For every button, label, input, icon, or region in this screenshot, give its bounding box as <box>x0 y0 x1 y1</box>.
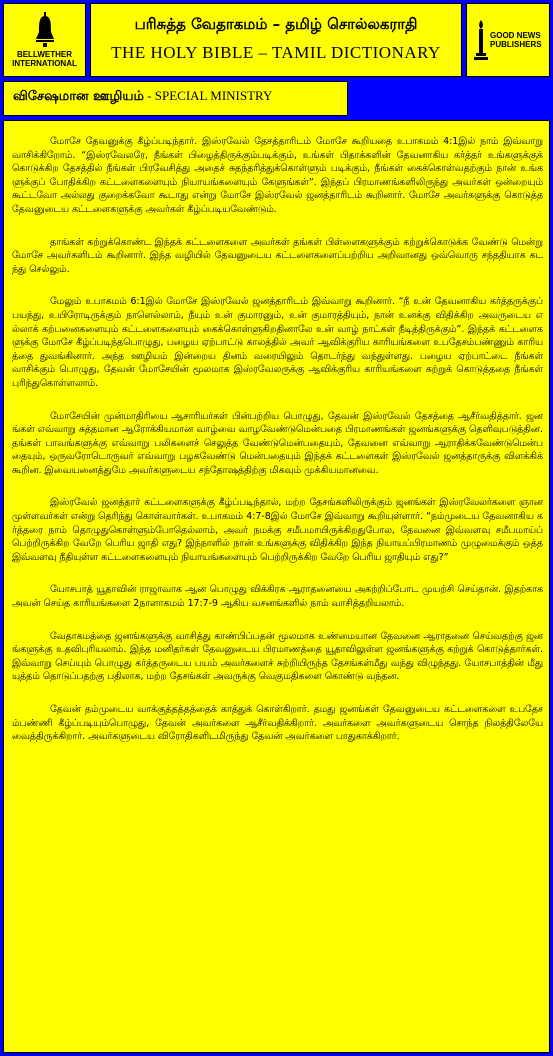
section-title-english: SPECIAL MINISTRY <box>154 88 273 103</box>
paragraph-5: இஸ்ரவேல் ஜனத்தார் கட்டளைகளுக்கு கீழ்ப்படிந்தால், மற்ற தேசங்களிலிருக்கும் ஜனங்கள் இஸ்ரவேலர்களை ஞானமுள்ளவர்கள் என்று தெரிந்து கொள்வார்கள். உபாகமம் 4:7-8இல் மோசே இவ்வாறு கூறியுள்ளார். “நம்முடைய தேவனாகிய கர்த்தரை நாம் தொழுதுகொள்ளும்போதெல்லாம், அவர் நமக்கு சமீபமாயிருக்கிறதுபோல, தேவனை இவ்வளவு சமீபமாய்ப் பெற்றிருக்கிற வேறே பெரிய ஜாதி எது? இந்நாளில் நான் உங்களுக்கு விதிக்கிற இந்த நியாயப்பிரமாணம் முழுமைக்கும் ஒத்த இவ்வளவு நீதியுள்ள கட்டளைகளையும் நியாயங்களையும் பெற்றிருக்கிற வேறே பெரிய ஜாதியும் எது?” <box>12 497 543 563</box>
section-heading <box>3 81 348 116</box>
page-title-box <box>90 3 462 77</box>
page-title-tamil: பரிசுத்த வேதாகமம் – தமிழ் சொல்லகராதி <box>134 15 418 33</box>
paragraph-8: தேவன் தம்முடைய வாக்குத்தத்தத்தைக் காத்துக் கொள்கிறார். தமது ஜனங்கள் தேவனுடைய கட்டளைகளை உபதேசம்பண்ணி கீழ்ப்படியும்பொழுது, தேவன் அவர்களை ஆசீர்வதிக்கிறார். அவர்களை அவர்களுடைய சொந்த நிலத்திலேயே வைத்திருக்கிறார். அவர்களுடைய விரோதிகளிடமிருந்து தேவன் அவர்களை பாதுகாக்கிறார். <box>12 704 543 743</box>
paragraph-4: மோசேயின் முன்மாதிரியை ஆசாரியர்கள் பின்பற்றிய பொழுது, தேவன் இஸ்ரவேல் தேசத்தை ஆசீர்வதித்தார். ஜனங்கள் எவ்வாறு சுத்தமான ஆரோக்கியமான வாழ்வை வாழவேண்டுமென்பதை பிரமாணங்கள் ஜனங்களுக்கு தெளிவுபடுத்தின. தங்கள் பாவங்களுக்கு எவ்வாறு பலிகளைச் செலுத்த வேண்டுமென்பதையும், தேவனை எவ்வாறு ஆராதிக்கவேண்டுமென்பதையும், ஒருவரோடொருவர் எவ்வாறு பழகவேண்டு மென்பதையும் இந்தக் கட்டளைகள் இஸ்ரவேல் ஜனத்தாருக்கு விளக்கிக் கூறின. இவையனைத்துமே அவர்களுடைய சந்தோஷத்திற்கு மிகவும் முக்கியமானவை. <box>12 410 543 476</box>
bell-icon <box>35 12 55 48</box>
paragraph-1: மோசே தேவனுக்கு கீழ்ப்படிந்தார். இஸ்ரவேல் தேசத்தாரிடம் மோசே கூறியதை உபாகமம் 4:1இல் நாம் இவ்வாறு வாசிக்கிறோம். “இஸ்ரவேலரே, நீங்கள் பிழைத்திருக்கும்படிக்கும், உங்கள் பிதாக்களின் தேவனாகிய கர்த்தர் உங்களுக்குக் கொடுக்கிற தேசத்தில் நீங்கள் பிரவேசித்து அதைச் சுதந்தரித்துக்கொள்ளும் படிக்கும், நீங்கள் கைக்கொள்வதற்கும் நான் உங்களுக்குப் போதிக்கிற கட்டளைகளையும் நியாயங்களையும் கேளுங்கள்”. இந்தப் பிரமாணங்களிலிருந்து அவர்கள் ஒன்றையும் கூட்டவோ அல்லது குறைக்கவோ கூடாது என்று மோசே இஸ்ரவேல் ஜனத்தாரிடம் கூறினார். மோசே அவர்களுக்கு கொடுத்த தேவனுடைய கட்டளைகளுக்கு அவர்கள் கீழ்ப்படியவேண்டும். <box>12 136 543 215</box>
lamp-icon <box>474 20 488 60</box>
paragraph-7: வேதாகமத்தை ஜனங்களுக்கு வாசித்து காண்பிப்பதன் மூலமாக உண்மையான தேவனை ஆராதனை செய்வதற்கு ஜனங்களுக்கு உதவிபுரியலாம். இந்த மனிதர்கள் தேவனுடைய பிரமாணத்தை யூதாவிலுள்ள ஜனங்களுக்கு கற்றுக் கொடுத்தார்கள். இவ்வாறு செய்யும் பொழுது கர்த்தருடைய பயம் அவர்களைச் சுற்றியிருந்த தேசங்கள்மீது வந்து விழுந்தது. யோசபாத்தின் மீது யுத்தம் தொடுப்பதற்கு பதிலாக, மற்ற தேசங்கள் அவருக்கு வெகுமதிகளை கொண்டு வந்தன. <box>12 630 543 683</box>
bellwether-logo <box>3 3 86 77</box>
section-separator: - <box>143 88 155 103</box>
bellwether-logo-text: BELLWETHER INTERNATIONAL <box>12 50 77 68</box>
good-news-logo-row <box>474 20 542 60</box>
article-body <box>3 120 550 1053</box>
paragraph-6: யோசபாத் யூதாவின் ராஜாவாக ஆன பொழுது விக்கிரக ஆராதனையை அகற்றிப்போட முயற்சி செய்தான். இதற்காக அவன் செய்த காரியங்களை 2நாளாகமம் 17:7-9 ஆகிய வசனங்களில் நாம் வாசித்தறியலாம். <box>12 584 543 610</box>
good-news-logo-text: GOOD NEWS PUBLISHERS <box>490 31 542 49</box>
paragraph-2: தாங்கள் கற்றுக்கொண்ட இந்தக் கட்டளைகளை அவர்கள் தங்கள் பிள்ளைகளுக்கும் கற்றுக்கொடுக்க வேண்டு மென்று மோசே அவர்களிடம் கூறினார். இந்த வழியில் தேவனுடைய கட்டளைகளைப்பற்றிய அறிவானது ஒவ்வொரு சந்ததியாக கடந்து செல்லும். <box>12 236 543 275</box>
good-news-logo <box>466 3 550 77</box>
paragraph-3: மேலும் உபாகமம் 6:1இல் மோசே இஸ்ரவேல் ஜனத்தாரிடம் இவ்வாறு கூறினார். “நீ உன் தேவனாகிய கர்த்தருக்குப் பயந்து, உயிரோடிருக்கும் நாளெல்லாம், நீயும் உன் குமாரனும், உன் குமாரத்தியும், நான் உனக்கு விதிக்கிற அவருடைய எல்லாக் கற்பனைகளையும் கட்டளைகளையும் கைக்கொள்ளுகிறதினாலே உன் வாழ் நாட்கள் நீடித்திருக்கும்”. இந்தக் கட்டளைகளுக்கு மோசே கீழ்ப்படிந்தபொழுது, பழைய ஏற்பாட்டு காலத்தில் அவர் ஆவிக்குரிய காரியங்களை உபதேசம்பண்ணும் காரியத்தை துவங்கினார். அந்த ஊழியம் இன்றைய தினம் வரையிலும் தொடர்ந்து வந்துள்ளது. பழைய ஏற்பாட்டை நீங்கள் வாசிக்கும் பொழுது, தேவன் மோசேயின் மூலமாக இஸ்ரவேலருக்கு ஆவிக்குரிய காரியங்களை கற்றுக் கொடுத்ததை நீங்கள் புரிந்துகொள்ளலாம். <box>12 296 543 389</box>
section-title-tamil: விசேஷமான ஊழியம் <box>13 89 144 104</box>
page-title-english: THE HOLY BIBLE – TAMIL DICTIONARY <box>111 43 441 62</box>
